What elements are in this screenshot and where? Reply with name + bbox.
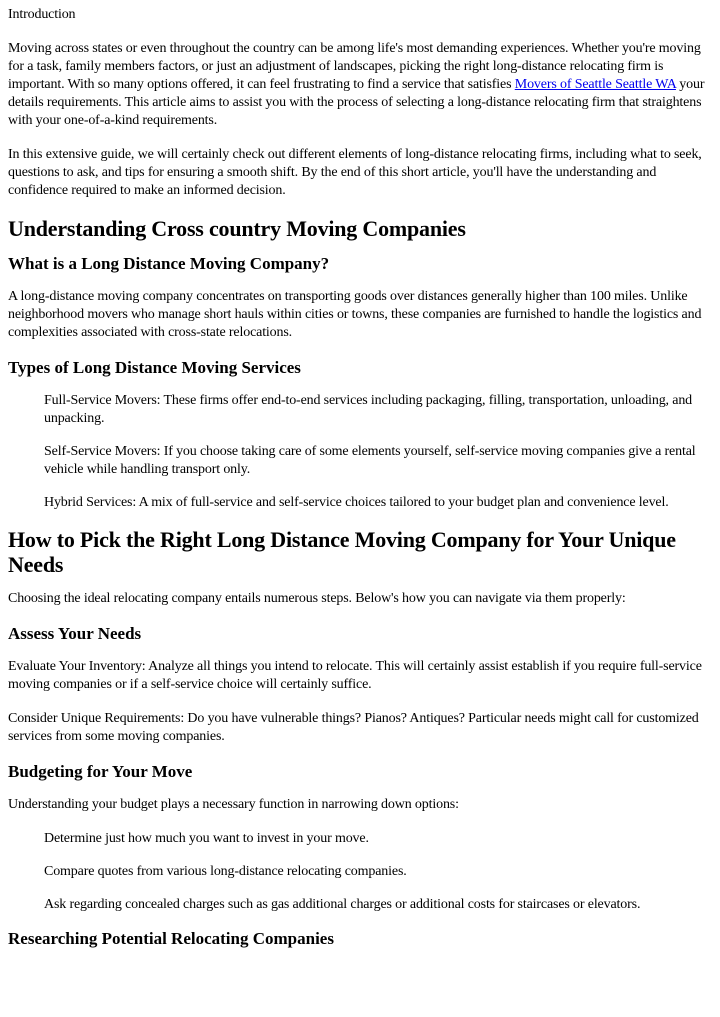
- intro-label: Introduction: [8, 7, 76, 22]
- list-item: Ask regarding concealed charges such as gas additional charges or additional costs for staircases or elevators.: [44, 897, 641, 912]
- subheading-types: Types of Long Distance Moving Services: [8, 358, 301, 377]
- paragraph-unique-requirements: Consider Unique Requirements: Do you have vulnerable things? Pianos? Antiques? Particular needs might call for customized services from some moving companies.: [8, 711, 699, 744]
- intro-paragraph-1-text-after: your details requirements. This article aims to assist you with the process of selecting a long-distance relocating firm that straightens with your one-of-a-kind requirements.: [8, 77, 705, 128]
- list-item: Self-Service Movers: If you choose taking care of some elements yourself, self-service moving companies give a rental vehicle while handling transport only.: [44, 444, 696, 477]
- types-list: [8, 392, 713, 512]
- paragraph-what-is: A long-distance moving company concentrates on transporting goods over distances generally higher than 100 miles. Unlike neighborhood movers who manage short hauls within cities or towns, these companies are furnished to handle the logistics and complexities associated with cross-state relocations.: [8, 289, 702, 340]
- intro-paragraph-1-text-before: Moving across states or even throughout the country can be among life's most demanding experiences. Whether you're moving for a task, family members factors, or just an adjustment of landscapes, picking the right long-distance relocating firm is important. With so many options offered, it can feel frustrating to find a service that satisfies: [8, 41, 701, 92]
- section-heading-understanding: Understanding Cross country Moving Companies: [8, 216, 466, 241]
- section-heading-how-to-pick: How to Pick the Right Long Distance Moving Company for Your Unique Needs: [8, 527, 676, 577]
- subheading-what-is: What is a Long Distance Moving Company?: [8, 254, 330, 273]
- list-item: Determine just how much you want to invest in your move.: [44, 831, 369, 846]
- subheading-researching: Researching Potential Relocating Companies: [8, 929, 334, 948]
- paragraph-budget: Understanding your budget plays a necessary function in narrowing down options:: [8, 797, 459, 812]
- movers-seattle-link[interactable]: Movers of Seattle Seattle WA: [514, 77, 676, 92]
- budget-list: [8, 830, 713, 914]
- list-item: Hybrid Services: A mix of full-service and self-service choices tailored to your budget plan and convenience level.: [44, 495, 669, 510]
- list-item: Full-Service Movers: These firms offer end-to-end services including packaging, filling, transportation, unloading, and unpacking.: [44, 393, 693, 426]
- list-item: Compare quotes from various long-distance relocating companies.: [44, 864, 407, 879]
- paragraph-choosing: Choosing the ideal relocating company entails numerous steps. Below's how you can navigate via them properly:: [8, 591, 626, 606]
- intro-paragraph-2: In this extensive guide, we will certainly check out different elements of long-distance relocating firms, including what to seek, questions to ask, and tips for ensuring a smooth shift. By the end of this short article, you'll have the understanding and confidence required to make an informed decision.: [8, 147, 702, 198]
- subheading-budgeting: Budgeting for Your Move: [8, 762, 193, 781]
- subheading-assess: Assess Your Needs: [8, 624, 142, 643]
- paragraph-evaluate-inventory: Evaluate Your Inventory: Analyze all things you intend to relocate. This will certainly assist establish if you require full-service moving companies or if a self-service choice will certainly suffice.: [8, 659, 702, 692]
- intro-paragraph-1: [8, 40, 713, 130]
